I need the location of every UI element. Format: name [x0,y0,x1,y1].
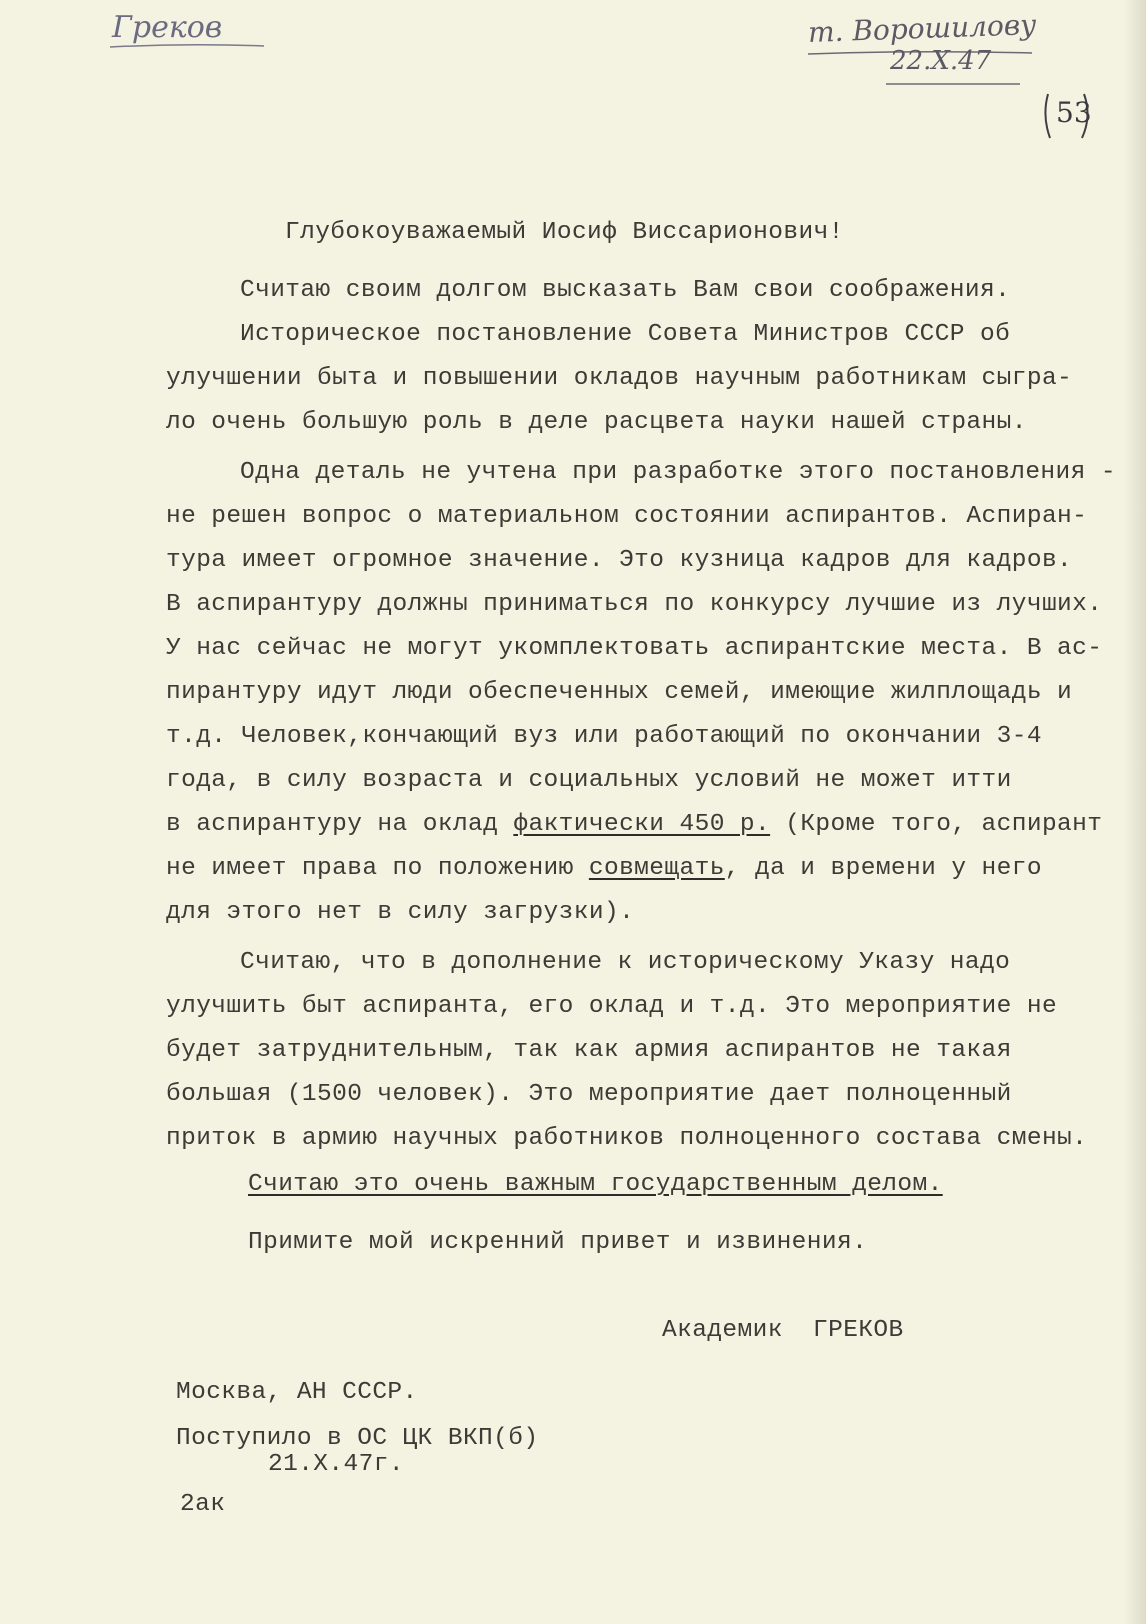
annotation-underline [108,42,268,50]
paragraph-line: ло очень большую роль в деле расцвета науки нашей страны. [166,409,1027,436]
text-run: не имеет права по положению [166,855,589,882]
archive-folio-number: 53 [1056,96,1092,129]
paragraph-line: У нас сейчас не могут укомплектовать аспирантские места. В ас- [166,635,1103,662]
handwritten-date: 22.X.47 [890,46,992,76]
paragraph-line: тура имеет огромное значение. Это кузница кадров для кадров. [166,547,1073,574]
footer-place: Москва, АН СССР. [176,1379,418,1406]
paragraph-line: пирантуру идут люди обеспеченных семей, имеющие жилплощадь и [166,679,1073,706]
received-date: 21.X.47г. [268,1451,404,1478]
paragraph-line: будет затруднительным, так как армия аспирантов не такая [166,1037,1012,1064]
signature: Академик ГРЕКОВ [662,1317,904,1344]
paragraph-line: Одна деталь не учтена при разработке этого постановления - [240,459,1116,486]
paragraph-line: приток в армию научных работников полноценного состава смены. [166,1125,1088,1152]
paragraph-line: улучшении быта и повышении окладов научным работникам сыгра- [166,365,1073,392]
underlined-salary: фактически 450 р. [513,811,771,838]
paragraph-line: В аспирантуру должны приниматься по конкурсу лучшие из лучших. [166,591,1103,618]
handwritten-name-top-left: Греков [112,10,223,45]
paragraph-line: не решен вопрос о материальном состоянии аспирантов. Аспиран- [166,503,1088,530]
page-edge-shadow [1124,0,1146,1624]
text-run: в аспирантуру на оклад [166,811,514,838]
paragraph-line: Считаю своим долгом высказать Вам свои соображения. [240,277,1011,304]
paragraph-line: Считаю, что в дополнение к историческому Указу надо [240,949,1011,976]
underlined-conclusion: Считаю это очень важным государственным делом. [248,1171,943,1198]
paragraph-line [166,854,1042,884]
reference-code: 2ак [180,1491,226,1518]
paragraph-line: улучшить быт аспиранта, его оклад и т.д. Это мероприятие не [166,993,1058,1020]
paragraph-line: для этого нет в силу загрузки). [166,899,635,926]
salutation: Глубокоуважаемый Иосиф Виссарионович! [285,219,844,246]
underlined-combine: совмещать [588,855,725,882]
paragraph-line: года, в силу возраста и социальных условий не может итти [166,767,1012,794]
paragraph-line: большая (1500 человек). Это мероприятие дает полноценный [166,1081,1012,1108]
closing-line: Примите мой искренний привет и извинения. [248,1229,868,1256]
text-run: (Кроме того, аспирант [770,811,1103,838]
paragraph-line: т.д. Человек,кончающий вуз или работающий по окончании 3-4 [166,723,1042,750]
text-run: , да и времени у него [724,855,1042,882]
handwritten-addressee: т. Ворошилову [807,8,1037,49]
received-stamp-text: Поступило в ОС ЦК ВКП(б) [176,1425,539,1452]
paragraph-line [166,810,1102,840]
paragraph-line: Историческое постановление Совета Министров СССР об [240,321,1011,348]
annotation-underline [884,80,1024,88]
